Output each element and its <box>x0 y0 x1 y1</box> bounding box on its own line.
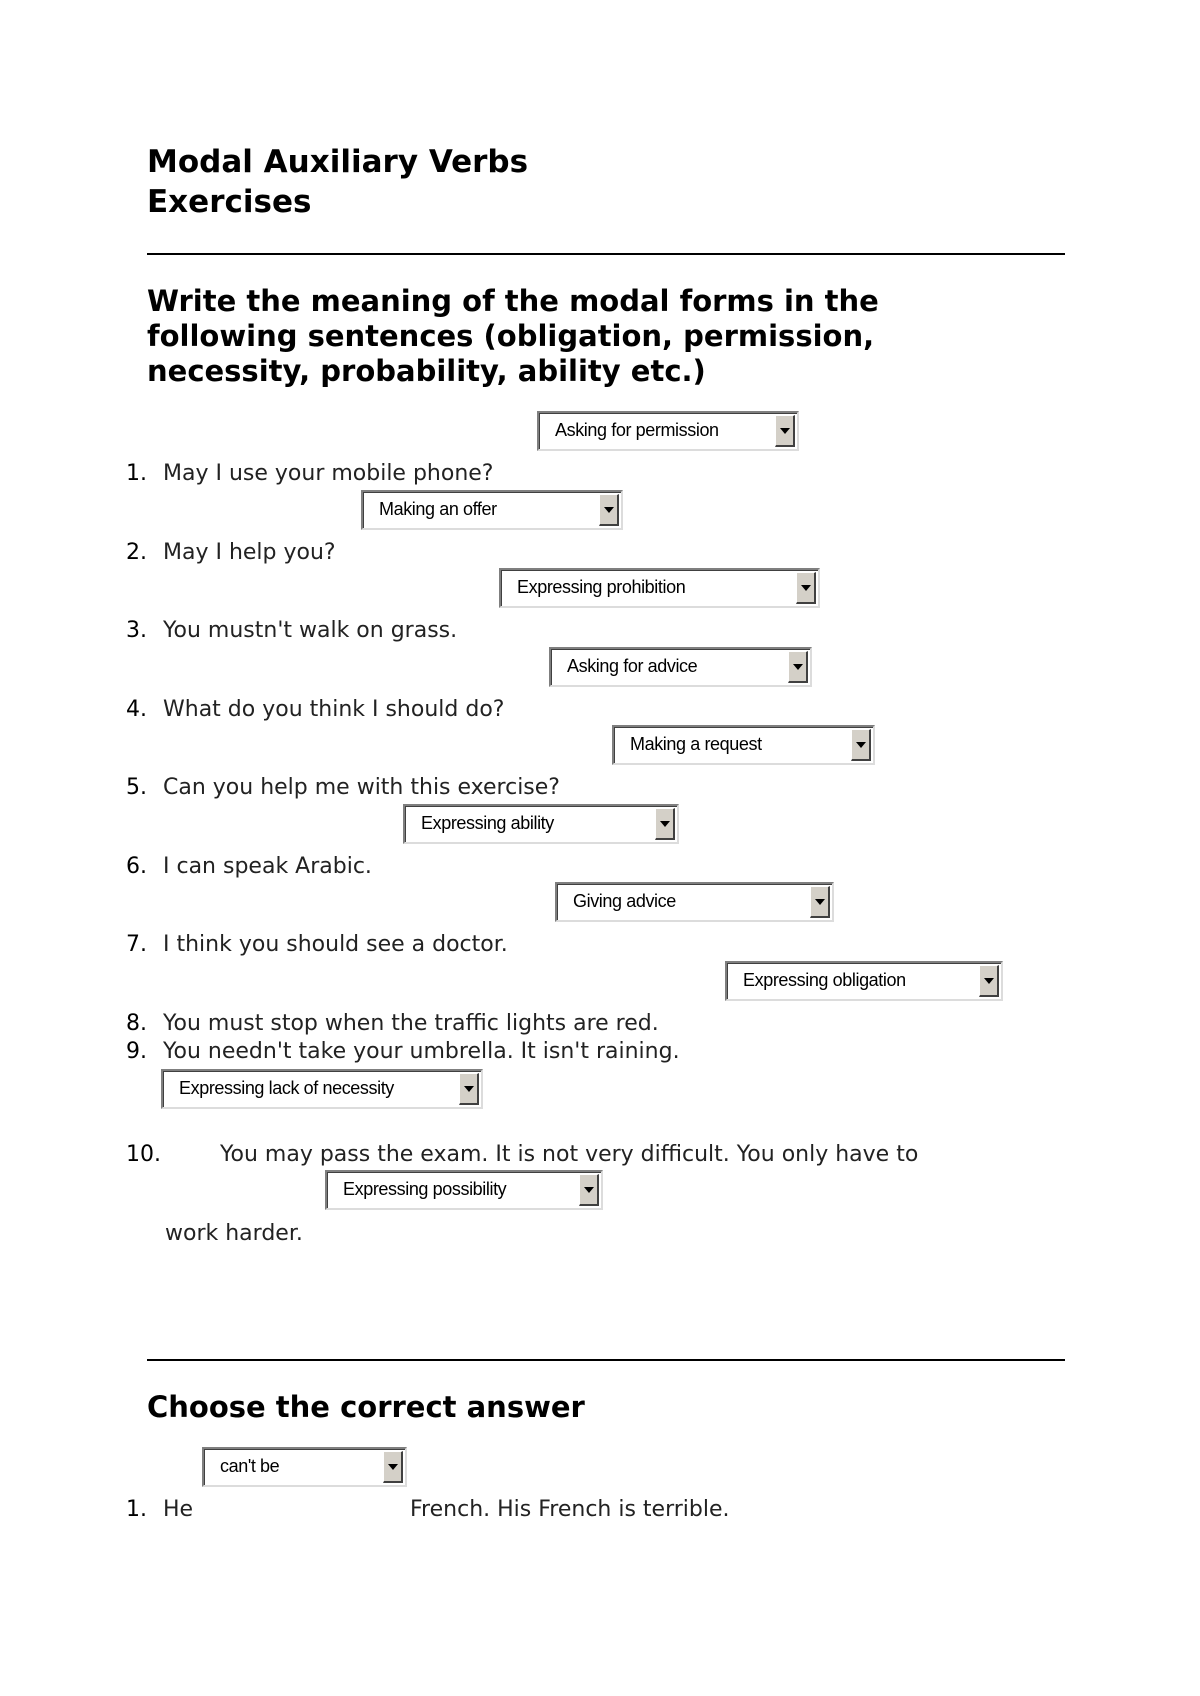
s2-item-1-after: French. His French is terrible. <box>410 1497 730 1522</box>
answer-select-7[interactable] <box>555 882 834 922</box>
answer-select-9[interactable] <box>161 1069 483 1109</box>
item-8-number: 8. <box>126 1011 147 1036</box>
section-1-heading <box>147 284 879 389</box>
answer-select-1-button[interactable] <box>775 415 795 447</box>
item-3-sentence: You mustn't walk on grass. <box>163 618 458 643</box>
answer-select-4-value: Asking for advice <box>567 656 698 676</box>
chevron-down-icon <box>388 1464 398 1470</box>
answer-select-6[interactable] <box>403 804 679 844</box>
item-7-sentence: I think you should see a doctor. <box>163 932 508 957</box>
answer-select-6-button[interactable] <box>655 808 675 840</box>
item-8-sentence: You must stop when the traffic lights are red. <box>163 1011 659 1036</box>
answer-select-8[interactable] <box>725 961 1003 1001</box>
item-6-sentence: I can speak Arabic. <box>163 854 372 879</box>
chevron-down-icon <box>604 507 614 513</box>
answer-select-10-button[interactable] <box>579 1174 599 1206</box>
item-9-number: 9. <box>126 1039 147 1064</box>
answer-select-2-value: Making an offer <box>379 499 497 519</box>
answer-select-s2-1[interactable] <box>202 1447 407 1487</box>
item-9-sentence: You needn't take your umbrella. It isn't raining. <box>163 1039 680 1064</box>
section-1-heading-line-3: necessity, probability, ability etc.) <box>147 354 706 388</box>
chevron-down-icon <box>660 821 670 827</box>
chevron-down-icon <box>464 1086 474 1092</box>
item-10-sentence-line-1: You may pass the exam. It is not very difficult. You only have to <box>220 1142 919 1167</box>
item-10-sentence-line-2: work harder. <box>165 1221 303 1246</box>
s2-item-1-before: He <box>163 1497 194 1522</box>
answer-select-3[interactable] <box>499 568 820 608</box>
chevron-down-icon <box>856 742 866 748</box>
answer-select-7-button[interactable] <box>810 886 830 918</box>
answer-select-5[interactable] <box>612 725 875 765</box>
chevron-down-icon <box>984 978 994 984</box>
item-5-sentence: Can you help me with this exercise? <box>163 775 560 800</box>
answer-select-3-value: Expressing prohibition <box>517 577 686 597</box>
answer-select-6-value: Expressing ability <box>421 813 554 833</box>
answer-select-10-value: Expressing possibility <box>343 1179 507 1199</box>
answer-select-3-button[interactable] <box>796 572 816 604</box>
section-2-heading: Choose the correct answer <box>147 1390 585 1424</box>
section-1-heading-line-2: following sentences (obligation, permission, <box>147 319 875 353</box>
answer-select-10[interactable] <box>325 1170 603 1210</box>
divider-bottom <box>147 1359 1065 1361</box>
chevron-down-icon <box>793 664 803 670</box>
item-7-number: 7. <box>126 932 147 957</box>
answer-select-5-button[interactable] <box>851 729 871 761</box>
item-1-number: 1. <box>126 461 147 486</box>
chevron-down-icon <box>584 1187 594 1193</box>
section-1-heading-line-1: Write the meaning of the modal forms in the <box>147 284 879 318</box>
title-line-1: Modal Auxiliary Verbs <box>147 144 529 180</box>
item-1-sentence: May I use your mobile phone? <box>163 461 494 486</box>
answer-select-9-button[interactable] <box>459 1073 479 1105</box>
answer-select-7-value: Giving advice <box>573 891 676 911</box>
answer-select-9-value: Expressing lack of necessity <box>179 1078 394 1098</box>
answer-select-5-value: Making a request <box>630 734 762 754</box>
item-5-number: 5. <box>126 775 147 800</box>
answer-select-4-button[interactable] <box>788 651 808 683</box>
title-line-2: Exercises <box>147 184 312 220</box>
item-2-sentence: May I help you? <box>163 540 336 565</box>
answer-select-8-button[interactable] <box>979 965 999 997</box>
page-title <box>147 142 528 222</box>
chevron-down-icon <box>801 585 811 591</box>
item-10-number: 10. <box>126 1142 161 1167</box>
answer-select-4[interactable] <box>549 647 812 687</box>
item-4-number: 4. <box>126 697 147 722</box>
chevron-down-icon <box>815 899 825 905</box>
answer-select-2-button[interactable] <box>599 494 619 526</box>
item-3-number: 3. <box>126 618 147 643</box>
item-6-number: 6. <box>126 854 147 879</box>
answer-select-2[interactable] <box>361 490 623 530</box>
divider-top <box>147 253 1065 255</box>
item-2-number: 2. <box>126 540 147 565</box>
chevron-down-icon <box>780 428 790 434</box>
item-4-sentence: What do you think I should do? <box>163 697 505 722</box>
answer-select-8-value: Expressing obligation <box>743 970 906 990</box>
s2-item-1-number: 1. <box>126 1497 147 1522</box>
answer-select-1-value: Asking for permission <box>555 420 719 440</box>
answer-select-s2-1-button[interactable] <box>383 1451 403 1483</box>
answer-select-s2-1-value: can't be <box>220 1456 280 1476</box>
answer-select-1[interactable] <box>537 411 799 451</box>
